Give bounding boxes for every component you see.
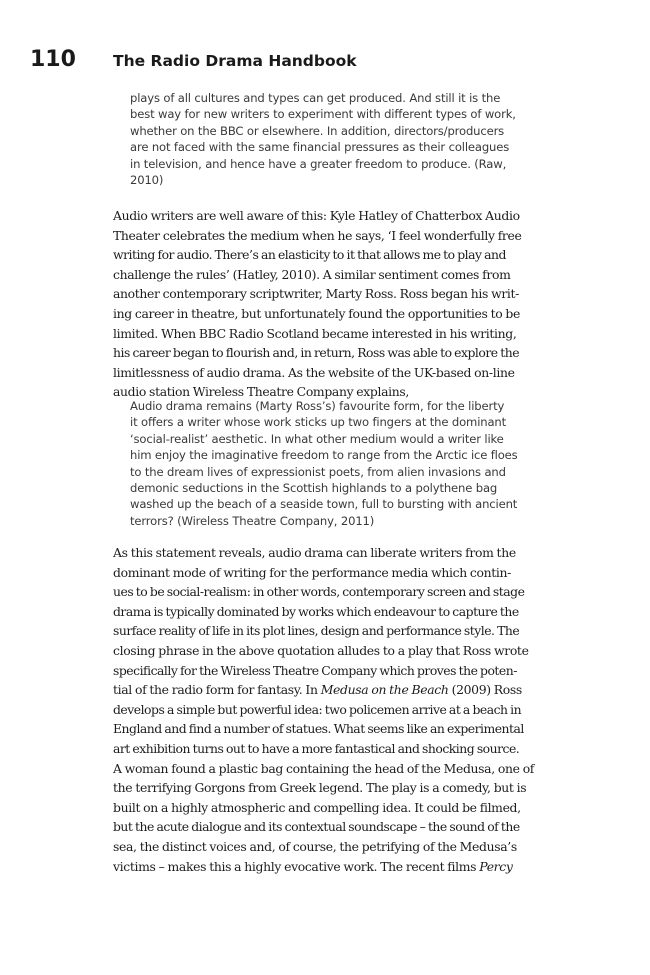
quote-line: best way for new writers to experiment with different types of work,: [130, 107, 516, 122]
quote-line: to the dream lives of expressionist poets, from alien invasions and: [130, 464, 506, 479]
text-segment: victims – makes this a highly evocative work. The recent films: [113, 858, 480, 874]
text-line: closing phrase in the above quotation alludes to a play that Ross wrote: [113, 642, 529, 658]
text-line: Theater celebrates the medium when he says, ‘I feel wonderfully free: [113, 227, 522, 243]
text-line: another contemporary scriptwriter, Marty Ross. Ross began his writ-: [113, 286, 520, 302]
text-line: [113, 680, 537, 700]
quote-line: in television, and hence have a greater freedom to produce. (Raw,: [130, 156, 507, 171]
text-line: England and find a number of statues. What seems like an experimental: [113, 721, 524, 737]
quote-line: whether on the BBC or elsewhere. In addition, directors/producers: [130, 123, 505, 138]
quote-line: demonic seductions in the Scottish highlands to a polythene bag: [130, 481, 498, 496]
quote-line: Audio drama remains (Marty Ross’s) favourite form, for the liberty: [130, 399, 505, 413]
text-line: As this statement reveals, audio drama can liberate writers from the: [113, 545, 516, 560]
text-line: Audio writers are well aware of this: Kyle Hatley of Chatterbox Audio: [113, 208, 520, 223]
quote-line: ‘social-realist’ aesthetic. In what other medium would a writer like: [130, 431, 504, 446]
text-line: but the acute dialogue and its contextual soundscape – the sound of the: [113, 819, 520, 835]
quote-line: terrors? (Wireless Theatre Company, 2011): [130, 513, 375, 528]
page-number: 110: [30, 47, 76, 72]
running-title: The Radio Drama Handbook: [113, 52, 357, 70]
text-line: surface reality of life in its plot lines, design and performance style. The: [113, 623, 520, 639]
text-line: the terrifying Gorgons from Greek legend. The play is a comedy, but is: [113, 780, 527, 796]
film-title-percy: Percy: [479, 858, 513, 874]
quote-line: him enjoy the imaginative freedom to range from the Arctic ice floes: [130, 448, 518, 463]
text-line: art exhibition turns out to have a more fantastical and shocking source.: [113, 740, 520, 756]
page-header: [30, 46, 590, 76]
quote-line: 2010): [130, 173, 164, 188]
text-line: challenge the rules’ (Hatley, 2010). A similar sentiment comes from: [113, 266, 511, 282]
text-line: ing career in theatre, but unfortunately found the opportunities to be: [113, 305, 520, 321]
body-paragraph-statement-reveals: [113, 543, 537, 876]
quote-line: it offers a writer whose work sticks up two fingers at the dominant: [130, 415, 507, 430]
play-title-medusa-on-the-beach: Medusa on the Beach: [320, 682, 449, 698]
text-segment: tial of the radio form for fantasy. In: [113, 682, 321, 698]
text-line: built on a highly atmospheric and compelling idea. It could be filmed,: [113, 799, 521, 815]
text-segment: (2009) Ross: [448, 682, 522, 698]
text-line: limitlessness of audio drama. As the website of the UK-based on-line: [113, 364, 515, 380]
quote-line: plays of all cultures and types can get produced. And still it is the: [130, 91, 501, 105]
text-line: audio station Wireless Theatre Company explains,: [113, 384, 410, 400]
body-paragraph-audio-writers: [113, 206, 537, 402]
text-line: dominant mode of writing for the performance media which contin-: [113, 564, 511, 580]
text-line: A woman found a plastic bag containing the head of the Medusa, one of: [113, 760, 535, 776]
text-line: writing for audio. There’s an elasticity to it that allows me to play and: [113, 247, 506, 263]
text-line: ues to be social-realism: in other words, contemporary screen and stage: [113, 584, 525, 600]
quote-line: washed up the beach of a seaside town, full to bursting with ancient: [130, 497, 518, 512]
text-line: limited. When BBC Radio Scotland became interested in his writing,: [113, 325, 517, 341]
text-line: sea, the distinct voices and, of course, the petrifying of the Medusa’s: [113, 838, 517, 854]
quote-line: are not faced with the same financial pressures as their colleagues: [130, 140, 510, 155]
text-line: drama is typically dominated by works which endeavour to capture the: [113, 603, 519, 619]
text-line: [113, 857, 537, 877]
block-quote-wireless-theatre: [130, 398, 518, 529]
text-line: specifically for the Wireless Theatre Company which proves the poten-: [113, 662, 517, 678]
text-line: develops a simple but powerful idea: two policemen arrive at a beach in: [113, 701, 522, 717]
text-line: his career began to flourish and, in return, Ross was able to explore the: [113, 345, 520, 361]
block-quote-raw: [130, 90, 518, 188]
